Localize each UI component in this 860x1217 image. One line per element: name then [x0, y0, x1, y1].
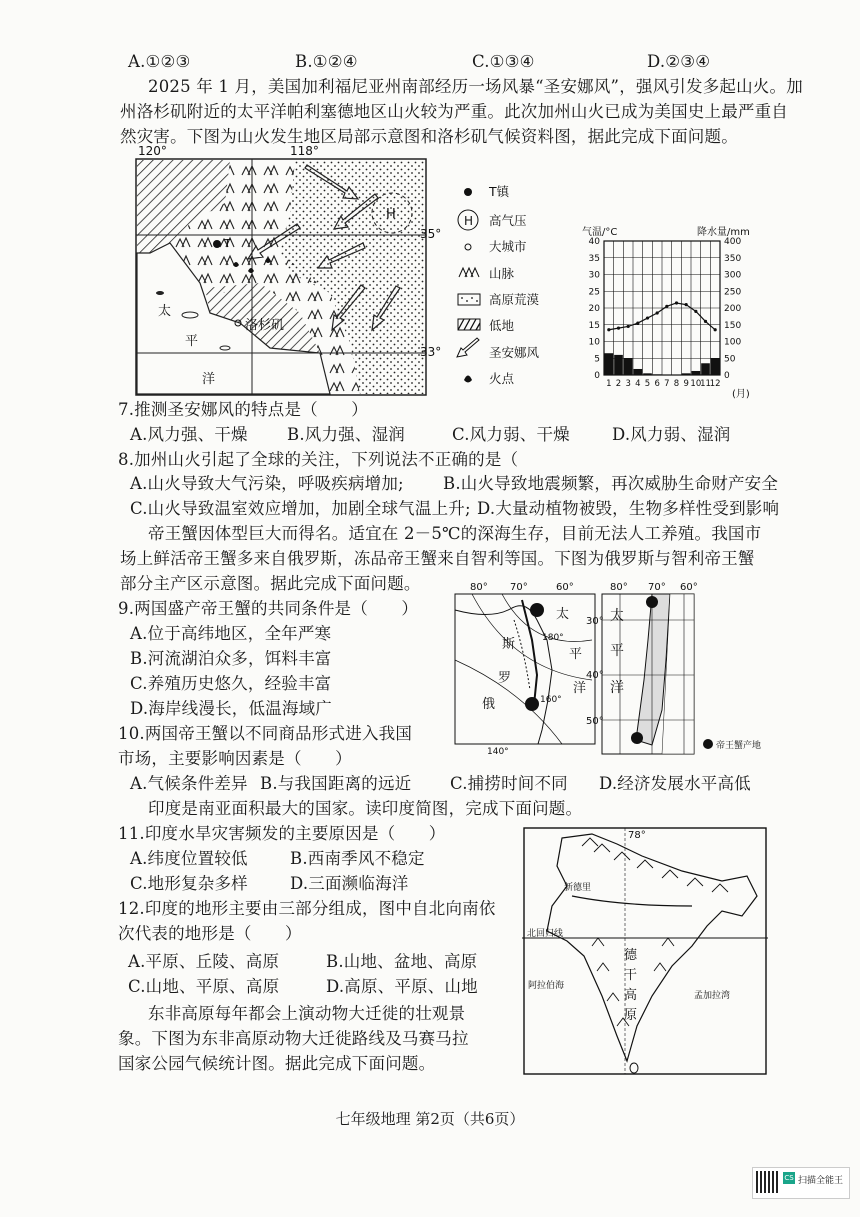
legend1-lowland: 低地 — [489, 318, 515, 333]
india-tropic: 北回归线 — [527, 929, 564, 939]
chart-x-tick: 11 — [700, 379, 711, 389]
chart-precip-bar — [614, 355, 623, 375]
intro1-line3: 然灾害。下图为山火发生地区局部示意图和洛杉矶气候资料图，据此完成下面问题。 — [120, 127, 738, 146]
chart-precip-bar — [682, 373, 691, 375]
chile-sea-2: 平 — [610, 643, 624, 659]
q10-option-c: C.捕捞时间不同 — [450, 774, 568, 793]
chart-x-tick: 2 — [615, 379, 622, 389]
chart-right-tick: 250 — [724, 287, 742, 298]
intro3: 印度是南亚面积最大的国家。读印度简图，完成下面问题。 — [148, 799, 583, 818]
chart-left-tick: 5 — [594, 354, 600, 365]
chart-temperature-point — [607, 328, 610, 331]
intro4-line3: 国家公园气候统计图。据此完成下面问题。 — [118, 1054, 436, 1073]
chile-sea-3: 洋 — [610, 680, 624, 696]
q11-option-b: B.西南季风不稳定 — [290, 849, 425, 868]
qr-code-icon — [756, 1171, 778, 1193]
chart-right-tick: 400 — [724, 237, 742, 247]
chart-precip-bar — [701, 363, 710, 375]
russia-sea-1: 太 — [556, 607, 570, 622]
chart-x-tick: 3 — [625, 379, 631, 389]
chart-left-tick: 20 — [588, 304, 600, 314]
scanner-watermark — [752, 1167, 850, 1199]
scanner-badge: CS — [784, 1174, 794, 1182]
q12-stem-line1: 12.印度的地形主要由三部分组成，图中自北向南依 — [118, 899, 496, 918]
q8-option-c: C.山火导致温室效应增加，加剧全球气温上升; — [130, 499, 471, 518]
russia-sea-3: 洋 — [573, 681, 587, 696]
chart-temperature-point — [714, 328, 717, 331]
prev-option-d: D.②③④ — [647, 52, 711, 71]
chart-right-tick: 150 — [724, 320, 742, 331]
q12-option-d: D.高原、平原、山地 — [326, 977, 478, 996]
intro2-line2: 场上鲜活帝王蟹多来自俄罗斯，冻品帝王蟹来自智利等国。下图为俄罗斯与智利帝王蟹 — [120, 549, 755, 568]
chart-x-tick: 1 — [606, 379, 612, 389]
map1-ocean-char2: 平 — [185, 334, 199, 349]
q10-stem-line2: 市场，主要影响因素是（ ） — [118, 749, 352, 768]
chile-sea-1: 太 — [610, 608, 624, 624]
q7-option-d: D.风力弱、湿润 — [612, 425, 731, 444]
chart-precip-bar — [624, 358, 633, 375]
q7-option-b: B.风力强、湿润 — [287, 425, 405, 444]
chart-precip-bar — [692, 371, 701, 375]
q11-stem: 11.印度水旱灾害频发的主要原因是（ ） — [118, 824, 446, 843]
chart-x-tick: 8 — [673, 379, 680, 389]
legend1-plateau: 高原荒漠 — [489, 292, 540, 307]
q9-option-c: C.养殖历史悠久，经验丰富 — [130, 674, 332, 693]
chart-x-tick: 9 — [683, 379, 689, 389]
chart-left-tick: 40 — [588, 237, 600, 247]
q12-stem-line2: 次代表的地形是（ ） — [118, 924, 302, 943]
chart-precip-bar — [653, 374, 662, 375]
chile-lat-30: 30° — [586, 616, 604, 627]
intro1-line1: 2025 年 1 月，美国加利福尼亚州南部经历一场风暴“圣安娜风”，强风引发多起山火。加 — [148, 77, 803, 96]
intro4-line1: 东非高原每年都会上演动物大迁徙的壮观景 — [148, 1004, 466, 1023]
chart-x-tick: 5 — [644, 379, 651, 389]
chile-lon-80: 80° — [610, 582, 628, 593]
chart-ylabel-left: 气温/°C — [582, 227, 618, 238]
scanner-name: 扫描全能王 — [798, 1176, 844, 1186]
india-deccan-4: 原 — [624, 1008, 638, 1023]
russia-lon-60: 60° — [556, 582, 574, 593]
chart-temperature-point — [704, 320, 707, 323]
legend1-mountain: 山脉 — [489, 266, 515, 281]
prev-option-b: B.①②④ — [295, 52, 358, 71]
intro4-line2: 象。下图为东非高原动物大迁徙路线及马赛马拉 — [118, 1029, 469, 1048]
chart-temperature-point — [675, 301, 678, 304]
chart-x-tick: 12 — [709, 379, 721, 389]
map1-ocean-char3: 洋 — [202, 372, 216, 387]
russia-land-3: 俄 — [482, 697, 496, 712]
chart-right-tick: 350 — [724, 253, 742, 264]
q7-stem: 7.推测圣安娜风的特点是（ ） — [118, 400, 368, 419]
legend1-high: 高气压 — [489, 213, 527, 228]
chart-right-tick: 100 — [724, 337, 742, 348]
la-climate-chart — [572, 225, 762, 400]
chart-x-suffix: (月) — [732, 389, 750, 400]
chart-temperature-point — [685, 303, 688, 306]
chart-ylabel-right: 降水量/mm — [697, 227, 750, 238]
q11-option-c: C.地形复杂多样 — [130, 874, 248, 893]
q8-stem: 8.加州山火引起了全球的关注，下列说法不正确的是（ — [118, 450, 519, 469]
legend1-city: 大城市 — [489, 239, 527, 254]
chart-left-tick: 15 — [588, 320, 600, 331]
map1-lat-35: 35° — [420, 227, 442, 241]
chart-temperature-point — [646, 316, 649, 319]
russia-lon-70: 70° — [510, 582, 528, 593]
q10-option-a: A.气候条件差异 — [130, 774, 248, 793]
q10-stem-line1: 10.两国帝王蟹以不同商品形式进入我国 — [118, 724, 413, 743]
prev-option-a: A.①②③ — [128, 52, 191, 71]
q8-option-b: B.山火导致地震频繁，再次威胁生命财产安全 — [443, 474, 779, 493]
map1-town-label: T — [224, 237, 231, 250]
q10-option-d: D.经济发展水平高低 — [599, 774, 751, 793]
intro1-line2: 州洛杉矶附近的太平洋帕利塞德地区山火较为严重。此次加州山火已成为美国史上最严重自 — [120, 102, 788, 121]
q12-option-c: C.山地、平原、高原 — [128, 977, 280, 996]
prev-option-c: C.①③④ — [472, 52, 535, 71]
chart-x-tick: 4 — [635, 379, 641, 389]
map1-legend — [455, 180, 565, 395]
q9-option-d: D.海岸线漫长，低温海域广 — [130, 699, 332, 718]
chart-left-tick: 0 — [594, 371, 600, 381]
king-crab-map — [452, 580, 762, 758]
legend1-fire: 火点 — [489, 371, 515, 386]
india-deccan-1: 德 — [624, 948, 638, 963]
chart-temperature-point — [636, 321, 639, 324]
russia-land-2: 罗 — [498, 671, 512, 686]
india-deccan-2: 干 — [624, 968, 638, 983]
chart-right-tick: 200 — [724, 304, 742, 314]
russia-lat-140: 140° — [487, 747, 509, 757]
q7-option-a: A.风力强、干燥 — [130, 425, 248, 444]
intro2-line1: 帝王蟹因体型巨大而得名。适宜在 2－5℃的深海生存，目前无法人工养殖。我国市 — [148, 524, 762, 543]
russia-lat-160: 160° — [540, 695, 562, 705]
svg-text:H: H — [464, 214, 474, 228]
india-map — [522, 826, 768, 1076]
map2-legend-label: 帝王蟹产地 — [716, 741, 762, 751]
india-arabian-sea: 阿拉伯海 — [528, 981, 565, 991]
chart-right-tick: 0 — [724, 371, 730, 381]
q10-option-b: B.与我国距离的远近 — [260, 774, 412, 793]
chart-x-tick: 7 — [664, 379, 670, 389]
india-delhi: 新德里 — [564, 883, 592, 893]
chart-right-tick: 50 — [724, 354, 736, 365]
chart-temperature-point — [694, 310, 697, 313]
chart-precip-bar — [643, 373, 652, 375]
page-footer: 七年级地理 第2页（共6页） — [335, 1110, 525, 1128]
intro2-line3: 部分主产区示意图。据此完成下面问题。 — [120, 574, 421, 593]
map1-lon-118: 118° — [290, 144, 319, 158]
russia-land-1: 斯 — [502, 637, 516, 652]
chile-lon-60: 60° — [680, 582, 698, 593]
q9-option-a: A.位于高纬地区，全年严寒 — [130, 624, 332, 643]
map1-ocean-char1: 太 — [158, 304, 172, 319]
map1-lat-33: 33° — [420, 345, 442, 359]
q11-option-d: D.三面濒临海洋 — [290, 874, 409, 893]
chart-temperature-point — [617, 327, 620, 330]
legend1-town: T镇 — [489, 184, 510, 199]
map1-high-label: H — [386, 207, 396, 222]
russia-lon-80: 80° — [470, 582, 488, 593]
chart-left-tick: 25 — [588, 287, 600, 298]
q9-stem: 9.两国盛产帝王蟹的共同条件是（ ） — [118, 599, 419, 618]
chart-temperature-point — [656, 311, 659, 314]
map1-lon-120: 120° — [138, 144, 167, 158]
chart-precip-bar — [605, 353, 614, 375]
russia-sea-2: 平 — [569, 647, 583, 662]
chart-left-tick: 30 — [588, 270, 600, 281]
chart-precip-bar — [634, 369, 643, 375]
q7-option-c: C.风力弱、干燥 — [452, 425, 570, 444]
q12-option-a: A.平原、丘陵、高原 — [128, 952, 280, 971]
q8-option-a: A.山火导致大气污染，呼吸疾病增加; — [130, 474, 404, 493]
q12-option-b: B.山地、盆地、高原 — [326, 952, 478, 971]
russia-lat-180: 180° — [542, 633, 564, 643]
q9-option-b: B.河流湖泊众多，饵料丰富 — [130, 649, 332, 668]
chart-temperature-point — [665, 305, 668, 308]
india-deccan-3: 高 — [624, 988, 638, 1003]
chart-right-tick: 300 — [724, 270, 742, 281]
india-lon-78: 78° — [628, 830, 646, 841]
q11-option-a: A.纬度位置较低 — [130, 849, 248, 868]
chart-left-tick: 10 — [588, 337, 600, 348]
q8-option-d: D.大量动植物被毁，生物多样性受到影响 — [477, 499, 780, 518]
chart-precip-bar — [711, 358, 720, 375]
chile-lat-40: 40° — [586, 670, 604, 681]
chile-lat-50: 50° — [586, 716, 604, 727]
legend1-wind: 圣安娜风 — [489, 345, 540, 360]
chart-temperature-point — [627, 325, 630, 328]
india-bay-of-bengal: 孟加拉湾 — [694, 991, 731, 1001]
chart-x-tick: 10 — [690, 379, 702, 389]
map1-city-label: 洛杉矶 — [245, 318, 285, 333]
chile-lon-70: 70° — [648, 582, 666, 593]
california-fire-map — [130, 143, 442, 398]
chart-x-tick: 6 — [654, 379, 660, 389]
chart-left-tick: 35 — [588, 253, 600, 264]
